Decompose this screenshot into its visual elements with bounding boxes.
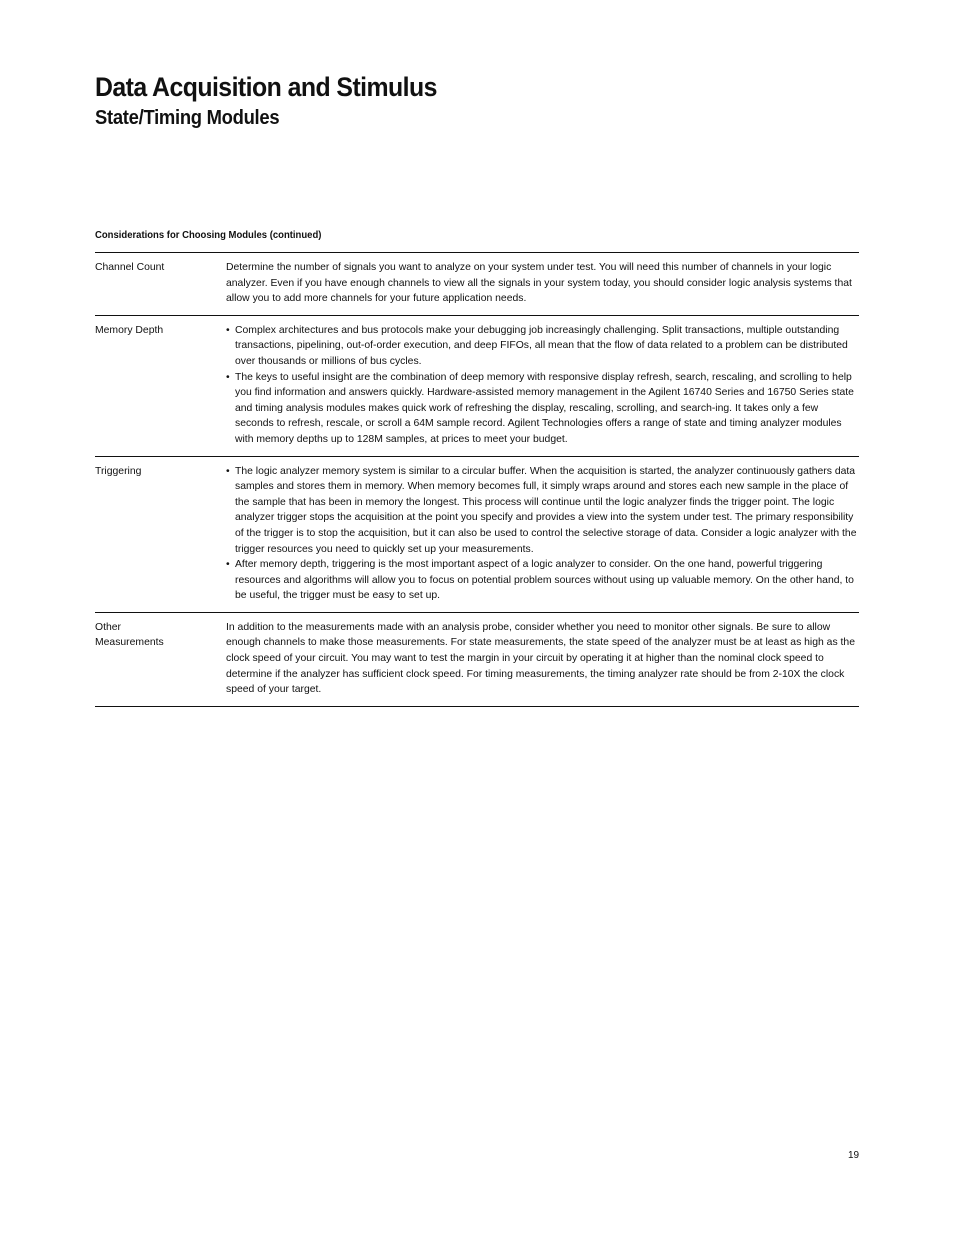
row-description (226, 464, 859, 604)
bullet-item: • The keys to useful insight are the combination of deep memory with responsive display refresh, search, rescaling, and scrolling to help you find information and answers quickly. Hardware-assisted memory management in the Agilent 16740 Series and 16750 Series state and timing analysis modules makes quick work of refreshing the display, rescaling, scrolling, and search-ing. It takes only a few seconds to refresh, rescale, or scroll a 64M sample record. Agilent Technologies offers a range of state and timing analyzer modules with memory depths up to 128M samples, at prices to meet your budget. (226, 370, 859, 448)
page-title: Data Acquisition and Stimulus (95, 72, 437, 102)
row-label: Triggering (95, 465, 142, 477)
page-number: 19 (848, 1150, 860, 1161)
page-subtitle: State/Timing Modules (95, 107, 280, 129)
table-row-other-measurements (95, 613, 859, 707)
bullet-list (226, 464, 859, 604)
row-label: Memory Depth (95, 324, 164, 336)
table-row-memory-depth (95, 316, 859, 457)
row-label: Channel Count (95, 262, 165, 273)
bullet-item: • After memory depth, triggering is the most important aspect of a logic analyzer to consider. On the one hand, powerful triggering resources and algorithms will allow you to focus on potential problem sources without using up valuable memory. On the other hand, to be useful, the trigger must be easy to set up. (226, 557, 859, 604)
table-caption: Considerations for Choosing Modules (continued) (95, 230, 322, 241)
bullet-item: • The logic analyzer memory system is similar to a circular buffer. When the acquisition is started, the analyzer continuously gathers data samples and stores them in memory. When memory becomes full, it simply wraps around and stores each new sample in the place of the sample that has been in memory the longest. This process will continue until the logic analyzer finds the trigger point. The logic analyzer trigger stops the acquisition at the point you specify and provides a view into the system under test. The primary responsibility of the trigger is to stop the acquisition, but it can also be used to control the selective storage of data. Consider a logic analyzer with the trigger resources you need to quickly set up your measurements. (226, 464, 859, 558)
considerations-table (95, 252, 859, 707)
table-row-triggering (95, 457, 859, 613)
row-description (226, 323, 859, 448)
row-label: Other Measurements (95, 621, 164, 649)
row-description: In addition to the measurements made with an analysis probe, consider whether you need to monitor other signals. Be sure to allow enough channels to make those measurements. For state measurements, the state speed of the analyzer must be at least as high as the clock speed of your circuit. You may want to test the margin in your circuit by operating it at higher than the nominal clock speed to determine if the analyzer has sufficient clock speed. For timing measurements, the timing analyzer rate should be from 2-10X the clock speed of your target. (226, 621, 855, 696)
bullet-list (226, 323, 859, 448)
row-description: Determine the number of signals you want to analyze on your system under test. You will need this number of channels in your logic analyzer. Even if you have enough channels to view all the signals in your system today, you should consider logic analysis systems that allow you to add more channels for your future application needs. (226, 262, 852, 305)
bullet-item: • Complex architectures and bus protocols make your debugging job increasingly challenging. Split transactions, multiple outstanding transactions, pipelining, out-of-order execution, and deep FIFOs, all mean that the flow of data related to a problem can be distributed over thousands or millions of bus cycles. (226, 323, 859, 370)
table-row-channel-count (95, 253, 859, 316)
